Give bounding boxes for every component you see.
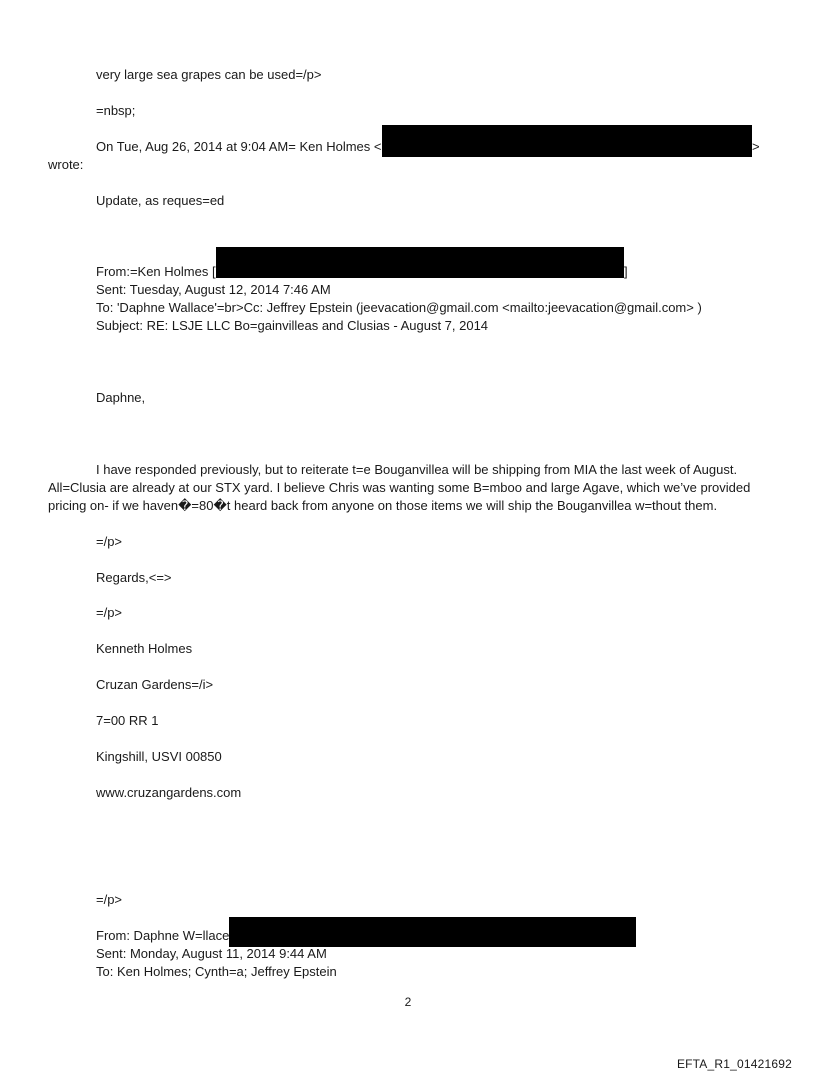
email-to-daphne: To: 'Daphne Wallace'=br>Cc: Jeffrey Epstein (jeevacation@gmail.com <mailto:jeevacation@gmail.com> ) bbox=[96, 300, 702, 315]
page-number: 2 bbox=[404, 995, 412, 1009]
email-sent-tuesday: Sent: Tuesday, August 12, 2014 7:46 AM bbox=[96, 282, 331, 297]
signature-website: www.cruzangardens.com bbox=[96, 785, 242, 800]
quote-header-wrote: wrote: bbox=[48, 157, 84, 172]
signoff-regards: Regards,<=> bbox=[96, 570, 172, 585]
body-line-update: Update, as reques=ed bbox=[96, 193, 225, 208]
paragraph-line-3: pricing on- if we haven�=80�t heard back from anyone on those items we will ship the Bouganvillea w=thout them. bbox=[48, 498, 718, 513]
email-sent-monday: Sent: Monday, August 11, 2014 9:44 AM bbox=[96, 946, 327, 961]
redaction-box bbox=[382, 125, 752, 157]
body-line-p-close: =/p> bbox=[96, 605, 123, 620]
signature-address-line-2: Kingshill, USVI 00850 bbox=[96, 749, 222, 764]
signature-address-line-1: 7=00 RR 1 bbox=[96, 713, 159, 728]
paragraph-line-1: I have responded previously, but to reiterate t=e Bouganvillea will be shipping from MIA the last week of August. bbox=[96, 462, 738, 477]
paragraph-line-2: All=Clusia are already at our STX yard. I believe Chris was wanting some B=mboo and large Agave, which we’ve provided bbox=[48, 480, 751, 495]
email-to-ken: To: Ken Holmes; Cynth=a; Jeffrey Epstein bbox=[96, 964, 337, 979]
salutation: Daphne, bbox=[96, 390, 146, 405]
email-from-bracket: ] bbox=[624, 264, 628, 279]
body-line-p-close: =/p> bbox=[96, 534, 123, 549]
redaction-box bbox=[229, 917, 636, 947]
bates-number: EFTA_R1_01421692 bbox=[676, 1057, 792, 1071]
email-from-ken: From:=Ken Holmes [ bbox=[96, 264, 216, 279]
email-subject: Subject: RE: LSJE LLC Bo=gainvilleas and Clusias - August 7, 2014 bbox=[96, 318, 489, 333]
body-line-sea-grapes: very large sea grapes can be used=/p> bbox=[96, 67, 322, 82]
body-line-p-close: =/p> bbox=[96, 892, 123, 907]
quote-header-bracket: > bbox=[752, 139, 760, 154]
signature-company: Cruzan Gardens=/i> bbox=[96, 677, 214, 692]
email-from-daphne: From: Daphne W=llace bbox=[96, 928, 230, 943]
body-line-nbsp: =nbsp; bbox=[96, 103, 136, 118]
quote-header-on-tue: On Tue, Aug 26, 2014 at 9:04 AM= Ken Holmes < bbox=[96, 139, 382, 154]
signature-name: Kenneth Holmes bbox=[96, 641, 193, 656]
redaction-box bbox=[216, 247, 624, 278]
